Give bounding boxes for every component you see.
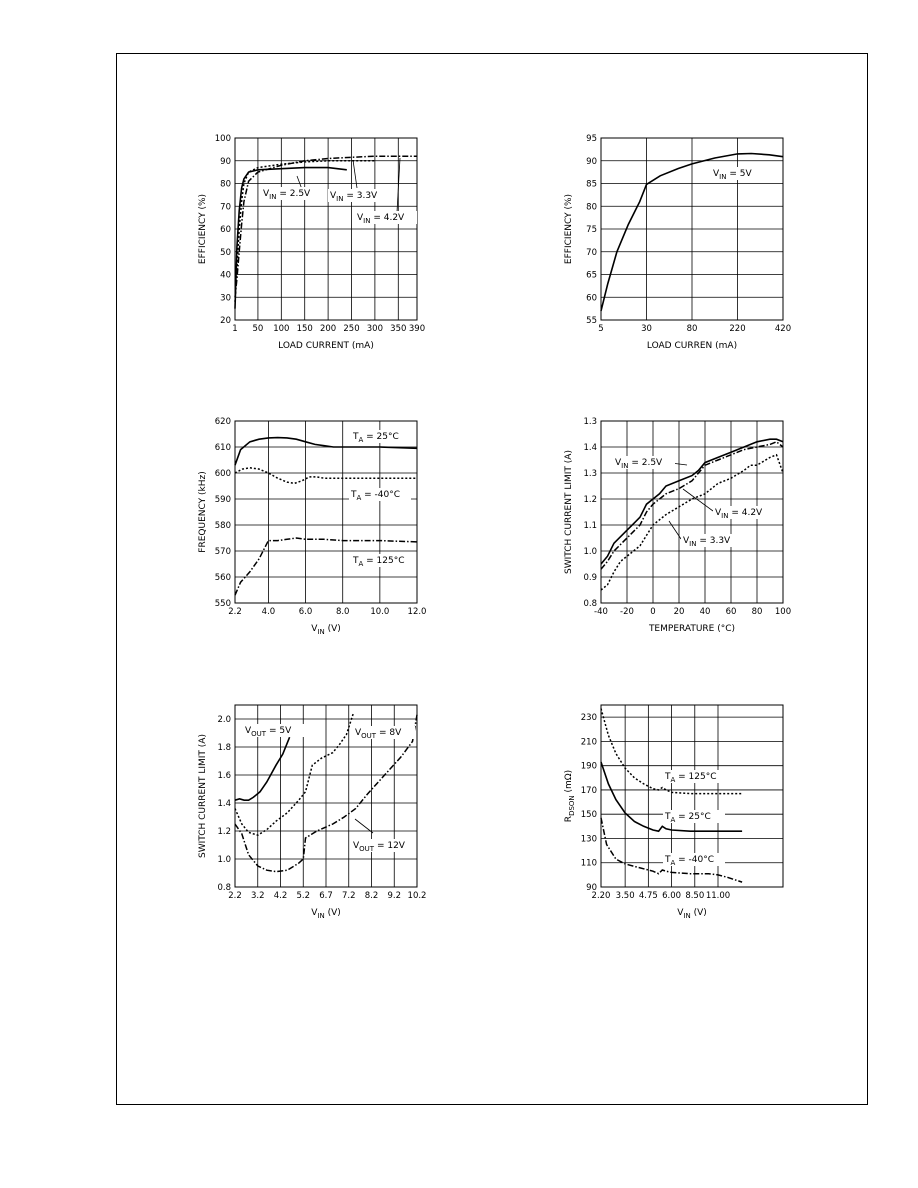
series-annotation: $V_{OUT} = 8V$ [355, 728, 402, 740]
x-tick-label: 6.0 [298, 607, 313, 617]
y-tick-label: 2.0 [217, 715, 231, 725]
x-tick-label: 1 [232, 324, 238, 334]
y-tick-label: 100 [214, 134, 231, 144]
x-axis-label: $V_{IN}$ (V) [677, 908, 707, 920]
x-tick-label: 350 [390, 324, 407, 334]
y-tick-label: 55 [586, 316, 597, 326]
series-annotation: $V_{IN} = 4.2V$ [715, 508, 763, 520]
x-axis-label: TEMPERATURE (°C) [648, 624, 736, 634]
series-annotation: $T_A = 25^\circ C$ [353, 432, 399, 444]
y-tick-label: 1.2 [583, 495, 597, 505]
y-tick-label: 0.8 [583, 599, 597, 609]
x-tick-label: 2.20 [591, 891, 611, 901]
x-tick-label: 40 [699, 607, 711, 617]
x-tick-label: 80 [751, 607, 763, 617]
series-annotation: $T_A = 125^\circ C$ [353, 556, 405, 568]
y-tick-label: 1.3 [583, 469, 597, 479]
x-tick-label: 100 [273, 324, 290, 334]
x-tick-label: -20 [620, 607, 634, 617]
x-tick-label: 420 [774, 324, 792, 334]
x-tick-label: 5 [598, 324, 604, 334]
x-tick-label: 10.0 [370, 607, 390, 617]
y-tick-label: 95 [586, 134, 597, 144]
switch-current-limit-vs-temperature-chart [553, 413, 803, 649]
x-tick-label: 9.2 [387, 891, 402, 901]
y-tick-label: 1.6 [217, 771, 231, 781]
plot-area [235, 421, 417, 603]
series-annotation: $T_A = 25^\circ C$ [665, 812, 711, 824]
annotation-arrow [683, 489, 713, 511]
y-tick-label: 80 [586, 202, 597, 213]
y-tick-label: 1.2 [217, 827, 231, 837]
y-tick-label: 65 [586, 270, 597, 281]
x-tick-label: 60 [725, 607, 737, 617]
x-tick-label: 6.00 [662, 891, 682, 901]
x-tick-label: 8.2 [364, 891, 379, 901]
y-axis-label: $R_{DSON}$ (mΩ) [564, 769, 576, 823]
y-tick-label: 1.4 [583, 443, 597, 453]
series-annotation: $V_{OUT} = 5V$ [245, 726, 292, 738]
x-tick-label: 300 [366, 324, 384, 334]
y-tick-label: 20 [220, 316, 231, 326]
series-annotation: $V_{IN} = 4.2V$ [357, 213, 405, 225]
x-tick-label: 3.2 [250, 891, 265, 901]
y-tick-label: 610 [214, 443, 231, 453]
y-tick-label: 85 [586, 179, 597, 190]
y-tick-label: 1.0 [217, 855, 231, 865]
y-tick-label: 1.0 [583, 547, 597, 557]
x-tick-label: 100 [774, 607, 792, 617]
y-tick-label: 1.1 [583, 521, 597, 531]
x-tick-label: 10.2 [407, 891, 427, 901]
grid [601, 138, 783, 320]
grid [235, 138, 417, 320]
y-tick-label: 550 [214, 599, 231, 609]
y-tick-label: 30 [220, 293, 231, 304]
y-tick-label: 40 [220, 270, 231, 281]
efficiency-vs-load-current-5v-chart [553, 130, 803, 366]
y-axis-label: EFFICIENCY (%) [198, 193, 208, 265]
y-tick-label: 80 [220, 179, 231, 190]
series-annotation: $V_{IN} = 3.3V$ [683, 536, 731, 548]
y-tick-label: 90 [586, 156, 597, 167]
series-annotation: $V_{IN} = 3.3V$ [330, 191, 378, 203]
y-tick-label: 70 [220, 202, 231, 213]
x-tick-label: 80 [686, 324, 698, 334]
y-tick-label: 590 [214, 495, 231, 505]
y-tick-label: 1.3 [583, 417, 597, 427]
y-tick-label: 0.8 [217, 883, 231, 893]
y-tick-label: 210 [580, 737, 597, 748]
x-tick-label: 4.75 [638, 891, 658, 901]
y-tick-label: 230 [580, 713, 597, 724]
x-axis-label: LOAD CURRENT (mA) [278, 341, 374, 351]
series-annotation: $T_A = 125^\circ C$ [665, 772, 717, 784]
y-tick-label: 0.9 [583, 573, 597, 583]
x-tick-label: 2.2 [228, 891, 242, 901]
x-tick-label: 8.50 [685, 891, 705, 901]
x-tick-label: 6.7 [319, 891, 333, 901]
x-tick-label: 150 [296, 324, 313, 334]
x-tick-label: 11.00 [705, 891, 731, 901]
series-annotation: $V_{IN} = 5V$ [713, 169, 752, 181]
x-tick-label: 8.0 [335, 607, 350, 617]
grid [235, 421, 417, 603]
x-tick-label: 4.2 [273, 891, 288, 901]
y-tick-label: 75 [586, 225, 597, 235]
y-tick-label: 570 [214, 547, 231, 557]
x-tick-label: 4.0 [261, 607, 276, 617]
x-tick-label: 5.2 [296, 891, 311, 901]
x-tick-label: 3.50 [615, 891, 635, 901]
y-axis-label: SWITCH CURRENT LIMIT (A) [198, 734, 208, 858]
series-annotation: $T_A = -40^\circ C$ [665, 855, 715, 867]
series-line-2 [235, 468, 417, 484]
series-line-3 [235, 156, 417, 297]
series-annotation: $V_{OUT} = 12V$ [353, 841, 405, 853]
y-tick-label: 150 [580, 810, 597, 821]
x-tick-label: 390 [408, 324, 426, 334]
y-tick-label: 90 [220, 156, 231, 167]
y-axis-label: FREQUENCY (kHz) [198, 471, 208, 553]
x-tick-label: 250 [343, 324, 360, 334]
x-tick-label: 12.0 [407, 607, 427, 617]
x-tick-label: -40 [594, 607, 608, 617]
y-tick-label: 620 [214, 417, 231, 427]
series-annotation: $V_{IN} = 2.5V$ [263, 189, 311, 201]
y-tick-label: 580 [214, 521, 231, 531]
x-tick-label: 30 [641, 324, 652, 334]
y-tick-label: 600 [214, 469, 231, 479]
series-annotation: $V_{IN} = 2.5V$ [615, 458, 663, 470]
rdson-vs-vin-chart [553, 697, 803, 933]
x-tick-label: 200 [319, 324, 337, 334]
x-tick-label: 20 [673, 607, 685, 617]
x-axis-label: $V_{IN}$ (V) [311, 908, 341, 920]
series-annotation: $T_A = -40^\circ C$ [351, 490, 401, 502]
x-axis-label: LOAD CURREN (mA) [646, 341, 738, 351]
y-tick-label: 1.8 [217, 743, 231, 753]
y-tick-label: 60 [220, 225, 231, 235]
y-axis-label: SWITCH CURRENT LIMIT (A) [564, 450, 574, 574]
y-axis-label: EFFICIENCY (%) [564, 193, 574, 265]
x-tick-label: 0 [650, 607, 656, 617]
switch-current-limit-vs-vin-chart [185, 697, 435, 933]
x-tick-label: 220 [729, 324, 746, 334]
y-tick-label: 70 [586, 247, 597, 258]
frequency-vs-vin-chart [185, 413, 435, 649]
y-tick-label: 50 [220, 247, 231, 258]
y-tick-label: 60 [586, 293, 597, 304]
y-tick-label: 170 [580, 785, 597, 796]
x-tick-label: 7.2 [341, 891, 356, 901]
x-tick-label: 2.2 [228, 607, 242, 617]
efficiency-vs-load-current-chart [185, 130, 435, 366]
y-tick-label: 1.4 [217, 799, 231, 809]
y-tick-label: 90 [586, 883, 597, 893]
y-tick-label: 130 [580, 834, 597, 845]
y-tick-label: 110 [580, 858, 597, 869]
x-axis-label: $V_{IN}$ (V) [311, 624, 341, 636]
y-tick-label: 560 [214, 573, 231, 583]
y-tick-label: 190 [580, 761, 597, 772]
x-tick-label: 50 [252, 324, 264, 334]
